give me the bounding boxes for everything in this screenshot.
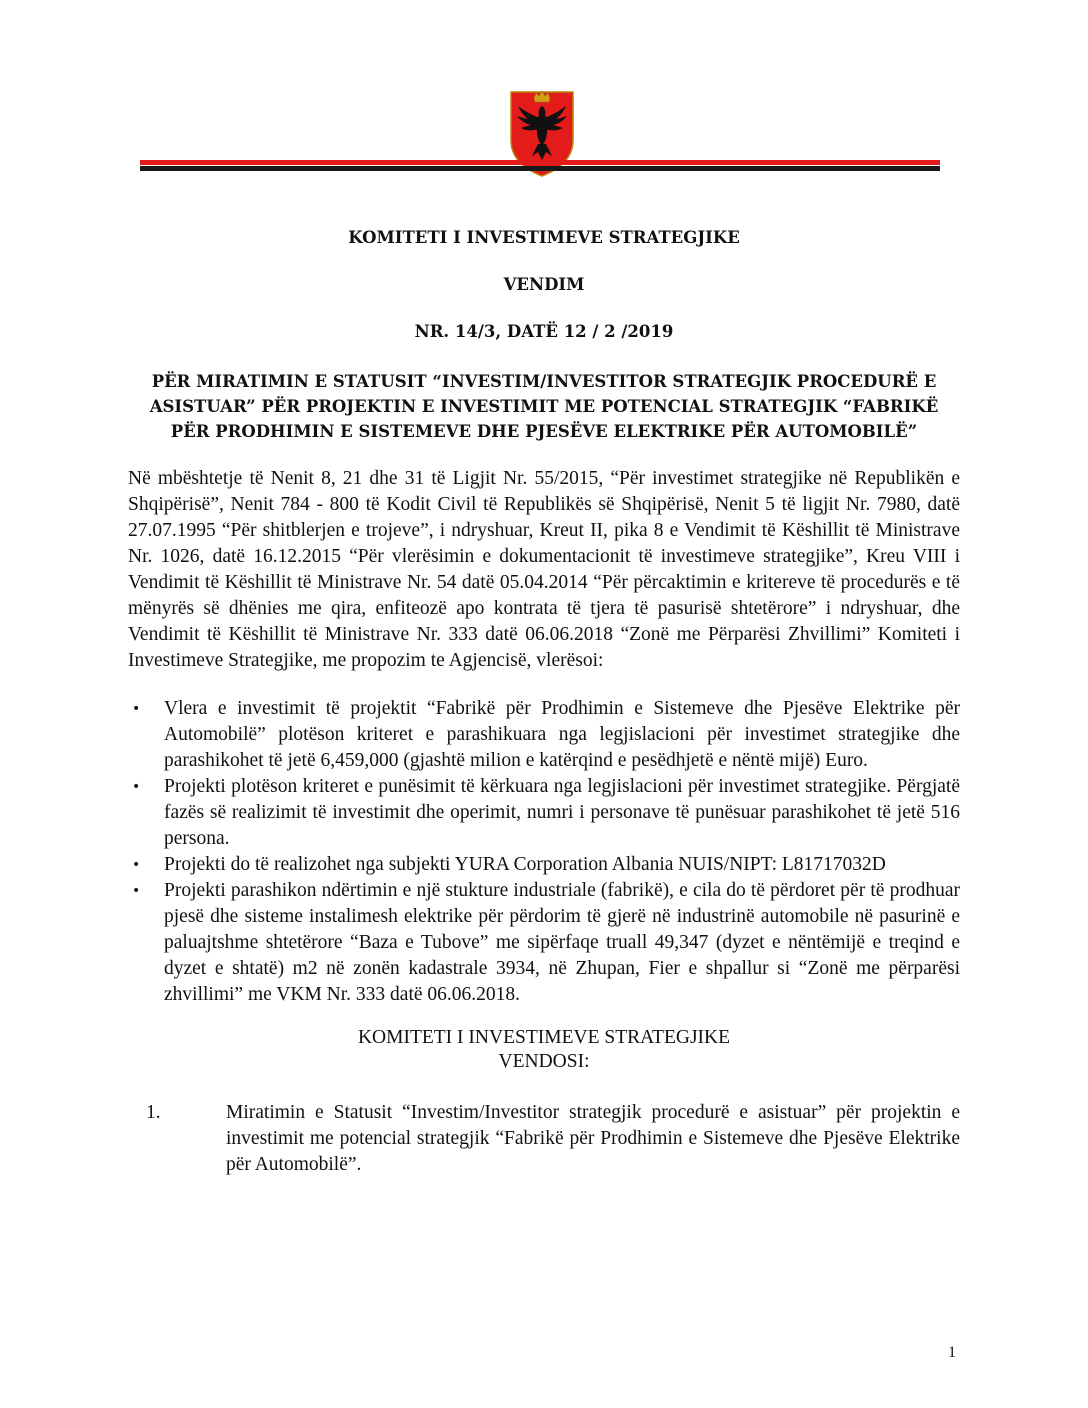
bullet-icon: • <box>132 883 141 899</box>
committee-heading: KOMITETI I INVESTIMEVE STRATEGJIKE <box>348 228 740 247</box>
decision-title: PËR MIRATIMIN E STATUSIT “INVESTIM/INVESTITOR STRATEGJIK PROCEDURË E ASISTUAR” PËR PROJEKTIN E INVESTIMIT ME POTENCIAL STRATEGJIK “FABRIKË PËR PRODHIMIN E SISTEMEVE DHE PJESËVE ELEKTRIKE PËR AUTOMOBILË” <box>149 372 939 441</box>
list-item <box>128 878 960 1008</box>
bullet-icon: • <box>132 779 141 795</box>
list-item-text: Projekti plotëson kriteret e punësimit të kërkuara nga legjislacioni për investimet strategjike. Përgjatë fazës së realizimit të investimit dhe operimit, numri i personave të punësuar parashikohet të jetë 516 persona. <box>164 776 960 849</box>
decision-text: Miratimin e Statusit “Investim/Investitor strategjik procedurë e asistuar” për projektin e investimit me potencial strategjik “Fabrikë për Prodhimin e Sistemeve dhe Pjesëve Elektrike për Automobilë”. <box>226 1102 960 1175</box>
decides-committee: KOMITETI I INVESTIMEVE STRATEGJIKE <box>357 1027 731 1048</box>
assessment-list <box>128 696 960 1008</box>
list-item-text: Projekti parashikon ndërtimin e një stukture industriale (fabrikë), e cila do të përdoret për të prodhuar pjesë dhe sisteme instalimesh elektrike për përdorim të gjerë në industrinë automobile në pasurinë e paluajtshme shtetërore “Baza e Tubove” me sipërfaqe truall 49,347 (dyzet e nëntëmijë e treqind e dyzet e shtatë) m2 në zonën kadastrale 3934, në Zhupan, Fier e shpallur si “Zonë me përparësi zhvillimi” me VKM Nr. 333 datë 06.06.2018. <box>164 880 960 1005</box>
decision-number: 1. <box>146 1102 161 1123</box>
bullet-icon: • <box>132 857 141 873</box>
black-rule <box>140 166 940 171</box>
red-rule <box>140 160 940 165</box>
decides-label: VENDOSI: <box>498 1051 590 1072</box>
decision-heading: VENDIM <box>503 275 585 294</box>
decision-number-date: NR. 14/3, DATË 12 / 2 /2019 <box>414 322 674 341</box>
letterhead <box>0 0 1088 185</box>
bullet-icon: • <box>132 701 141 717</box>
page-number: 1 <box>948 1344 956 1361</box>
decision-item <box>128 1100 960 1178</box>
list-item <box>128 774 960 852</box>
list-item-text: Projekti do të realizohet nga subjekti YURA Corporation Albania NUIS/NIPT: L81717032D <box>164 854 886 875</box>
legal-basis-paragraph: Në mbështetje të Nenit 8, 21 dhe 31 të Ligjit Nr. 55/2015, “Për investimet strategjike në Republikën e Shqipërisë”, Nenit 784 - 800 të Kodit Civil të Republikës së Shqipërisë, Nenit 5 të ligjit Nr. 7980, datë 27.07.1995 “Për shitblerjen e trojeve”, i ndryshuar, Kreut II, pika 8 e Vendimit të Këshillit të Ministrave Nr. 1026, datë 16.12.2015 “Për vlerësimin e dokumentacionit të investimeve strategjike”, Kreu VIII i Vendimit të Këshillit të Ministrave Nr. 54 datë 05.04.2014 “Për përcaktimin e kritereve të procedurës e të mënyrës së dhënies me qira, enfiteozë apo kontrata të tjera të pasurisë shtetërore” i ndryshuar, dhe Vendimit të Këshillit të Ministrave Nr. 333 datë 06.06.2018 “Zonë me Përparësi Zhvillimi” Komiteti i Investimeve Strategjike, me propozim te Agjencisë, vlerësoi: <box>128 468 960 671</box>
document-body <box>128 228 960 1178</box>
decides-heading <box>128 1026 960 1074</box>
list-item-text: Vlera e investimit të projektit “Fabrikë për Prodhimin e Sistemeve dhe Pjesëve Elektrike për Automobilë” plotëson kriteret e parashikuara nga legjislacioni për investimet strategjike dhe parashikohet të jetë 6,459,000 (gjashtë milion e katërqind e pesëdhjetë e nëntë mijë) Euro. <box>164 698 960 771</box>
list-item <box>128 696 960 774</box>
list-item <box>128 852 960 878</box>
